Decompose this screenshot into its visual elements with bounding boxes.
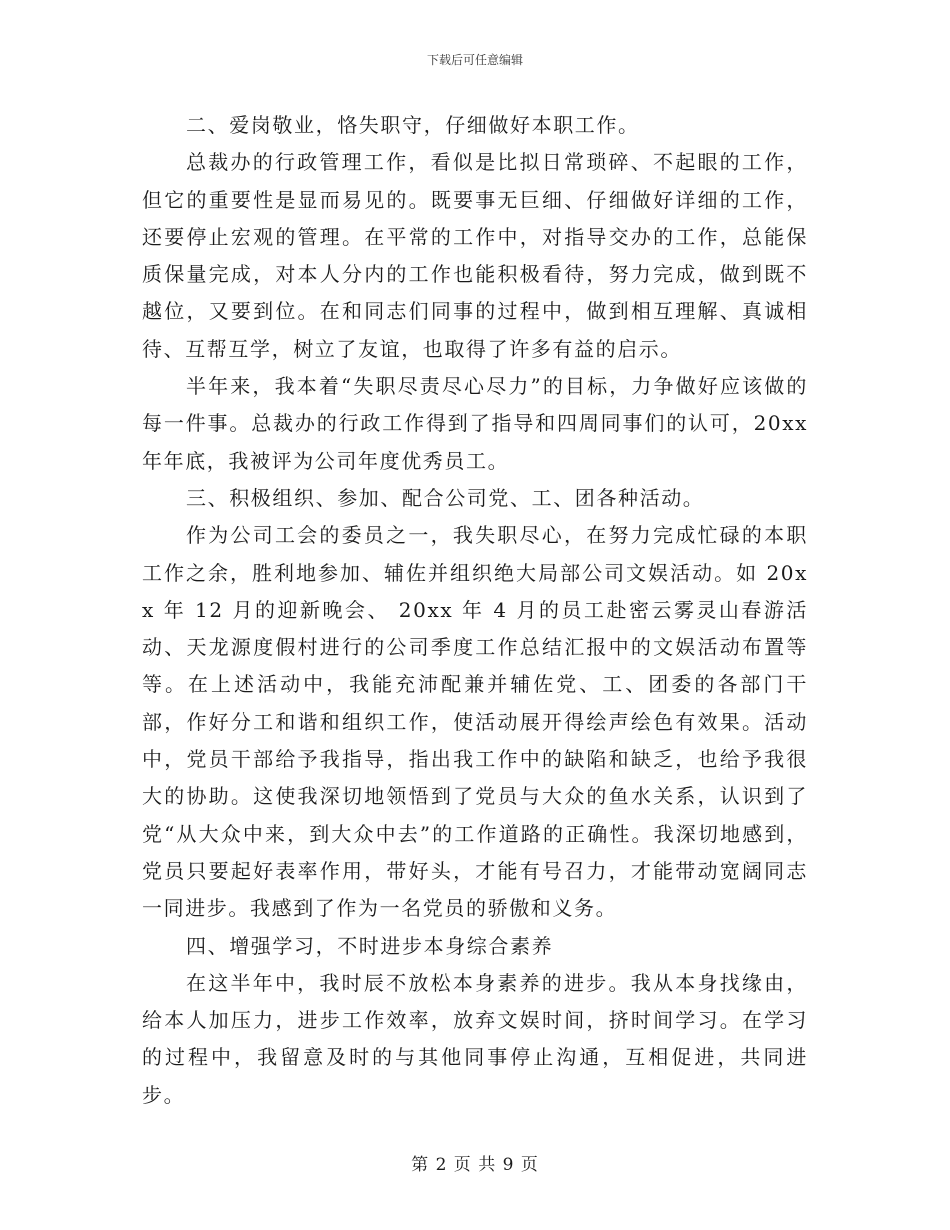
section-heading-4: 四、增强学习，不时进步本身综合素养 xyxy=(186,933,554,958)
paragraph-activities: 作为公司工会的委员之一，我失职尽心，在努力完成忙碌的本职工作之余，胜利地参加、辅佐并组织绝大局部公司文娱活动。如 20xx 年 12 月的迎新晚会、 20xx 年 4 月的员工赴密云雾灵山春游活动、天龙源度假村进行的公司季度工作总结汇报中的文娱活动布置等等。在上述活动中，我能充沛配兼并辅佐党、工、团委的各部门干部，作好分工和谐和组织工作，使活动展开得绘声绘色有效果。活动中，党员干部给予我指导，指出我工作中的缺陷和缺乏，也给予我很大的协助。这使我深切地领悟到了党员与大众的鱼水关系，认识到了党“从大众中来，到大众中去”的工作道路的正确性。我深切地感到，党员只要起好表率作用，带好头，才能有号召力，才能带动宽阔同志一同进步。我感到了作为一名党员的骄傲和义务。 xyxy=(142,523,808,921)
page-header: 下载后可任意编辑 xyxy=(426,53,523,67)
section-heading-3: 三、积极组织、参加、配合公司党、工、团各种活动。 xyxy=(186,485,705,510)
paragraph-admin-work: 总裁办的行政管理工作，看似是比拟日常琐碎、不起眼的工作，但它的重要性是显而易见的。既要事无巨细、仔细做好详细的工作，还要停止宏观的管理。在平常的工作中，对指导交办的工作，总能保质保量完成，对本人分内的工作也能积极看待，努力完成，做到既不越位，又要到位。在和同志们同事的过程中，做到相互理解、真诚相待、互帮互学，树立了友谊，也取得了许多有益的启示。 xyxy=(142,150,808,361)
page-number-footer: 第 2 页 共 9 页 xyxy=(411,1155,539,1175)
paragraph-study: 在这半年中，我时辰不放松本身素养的进步。我从本身找缘由，给本人加压力，进步工作效率，放弃文娱时间，挤时间学习。在学习的过程中，我留意及时的与其他同事停止沟通，互相促进，共同进步。 xyxy=(142,970,808,1107)
section-heading-2: 二、爱岗敬业，恪失职守，仔细做好本职工作。 xyxy=(186,113,640,137)
paragraph-half-year: 半年来，我本着“失职尽责尽心尽力”的目标，力争做好应该做的每一件事。总裁办的行政工作得到了指导和四周同事们的认可，20xx 年年底，我被评为公司年度优秀员工。 xyxy=(142,374,808,473)
document-body xyxy=(142,107,808,1114)
